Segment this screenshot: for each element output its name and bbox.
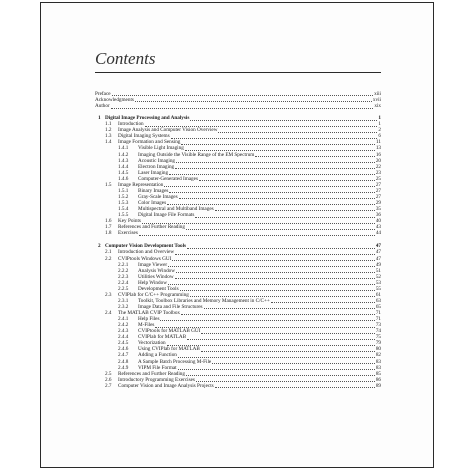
entry-number: 2.6 [105, 376, 112, 383]
entry-page-number: 63 [375, 297, 381, 304]
entry-label: Utilities Window [138, 273, 174, 280]
entry-page-number: 52 [375, 273, 381, 280]
entry-number: 1 [98, 115, 101, 122]
dot-leader [111, 108, 374, 109]
entry-number: 1.8 [105, 230, 112, 237]
entry-label: Key Points [118, 218, 141, 225]
entry-page-number: 44 [375, 230, 381, 237]
entry-number: 2.4.3 [118, 328, 129, 335]
front-matter-entry [95, 103, 381, 109]
page-title: Contents [95, 49, 156, 68]
entry-label: Development Tools [138, 285, 179, 292]
entry-label: Digital Image Processing and Analysis [105, 115, 190, 122]
entry-label: Toolkit, Toolbox Libraries and Memory Management in C/C++ [138, 297, 270, 304]
entry-number: 1.7 [105, 224, 112, 231]
entry-page-number: 47 [375, 255, 381, 262]
entry-number: 1.5.2 [118, 193, 129, 200]
entry-number: 1.4.3 [118, 157, 129, 164]
entry-label: Visible Light Imaging [138, 145, 184, 152]
entry-number: 2.2.4 [118, 279, 129, 286]
entry-label: Adding a Function [138, 352, 177, 359]
entry-number: 1.4.1 [118, 145, 129, 152]
entry-page-number: 20 [375, 157, 381, 164]
entry-page-number: 43 [375, 224, 381, 231]
entry-page-number: 11 [376, 139, 381, 146]
entry-label: Introduction and Overview [118, 249, 175, 256]
entry-page-number: 27 [375, 181, 381, 188]
entry-number: 2.4.8 [118, 358, 129, 365]
entry-label: Image Data and File Structures [138, 303, 203, 310]
entry-page-number: 47 [375, 243, 381, 250]
entry-number: 2.4.6 [118, 346, 129, 353]
entry-page-number: 86 [375, 376, 381, 383]
entry-label: References and Further Reading [118, 224, 185, 231]
entry-label: Analysis Window [138, 267, 176, 274]
entry-page-number: xix [374, 103, 381, 110]
entry-number: 1.4.5 [118, 169, 129, 176]
entry-page-number: 80 [375, 346, 381, 353]
entry-label: References and Further Reading [118, 370, 185, 377]
entry-page-number: 16 [375, 151, 381, 158]
entry-label: Acknowledgments [95, 97, 134, 104]
entry-page-number: 23 [375, 169, 381, 176]
entry-number: 2.4.7 [118, 352, 129, 359]
entry-page-number: 27 [375, 187, 381, 194]
entry-page-number: 83 [375, 364, 381, 371]
entry-label: Binary Images [138, 187, 169, 194]
entry-label: Help Files [138, 316, 160, 323]
entry-number: 1.5.1 [118, 187, 129, 194]
dot-leader [139, 235, 375, 236]
entry-label: Computer-Generated Images [138, 175, 198, 182]
entry-number: 2.2 [105, 255, 112, 262]
entry-page-number: 47 [375, 249, 381, 256]
entry-number: 1.4.2 [118, 151, 129, 158]
entry-number: 1.4.6 [118, 175, 129, 182]
entry-label: Image Analysis and Computer Vision Overview [118, 127, 218, 134]
entry-page-number: 61 [375, 291, 381, 298]
entry-page-number: 71 [375, 310, 381, 317]
entry-number: 2 [98, 243, 101, 250]
entry-number: 1.1 [105, 121, 112, 128]
entry-number: 2.2.5 [118, 285, 129, 292]
entry-label: A Sample Batch Processing M-File [138, 358, 212, 365]
entry-number: 2.5 [105, 370, 112, 377]
entry-page-number: 89 [375, 382, 381, 389]
entry-number: 1.2 [105, 127, 112, 134]
entry-label: CVIPlab for MATLAB [138, 334, 187, 341]
entry-label: Multispectral and Multiband Images [138, 206, 214, 213]
section-entry [95, 383, 381, 389]
entry-number: 2.1 [105, 249, 112, 256]
entry-number: 2.4.1 [118, 316, 129, 323]
entry-label: CVIPlab for C/C++ Programming [118, 291, 189, 298]
entry-label: Digital Imaging Systems [118, 133, 170, 140]
entry-page-number: 1 [378, 115, 381, 122]
entry-label: Digital Image File Formats [138, 212, 195, 219]
entry-label: CVIPtools for MATLAB GUI [138, 328, 201, 335]
entry-number: 2.7 [105, 382, 112, 389]
entry-label: Help Window [138, 279, 167, 286]
entry-label: Computer Vision and Image Analysis Projects [118, 382, 214, 389]
entry-page-number: 1 [378, 121, 381, 128]
entry-number: 2.2.1 [118, 261, 129, 268]
entry-page-number: 36 [375, 212, 381, 219]
entry-page-number: 71 [375, 316, 381, 323]
entry-page-number: xiii [374, 91, 381, 97]
entry-label: Using CVIPlab for MATLAB [138, 346, 200, 353]
entry-number: 1.6 [105, 218, 112, 225]
entry-label: Color Images [138, 200, 167, 207]
entry-page-number: 49 [375, 261, 381, 268]
entry-label: Image Viewer [138, 261, 168, 268]
entry-number: 2.4.4 [118, 334, 129, 341]
entry-label: CVIPtools Windows GUI [118, 255, 172, 262]
entry-label: Preface [95, 91, 111, 97]
entry-number: 2.4.9 [118, 364, 129, 371]
entry-page-number: 6 [378, 133, 381, 140]
entry-number: 2.2.2 [118, 267, 129, 274]
entry-label: Acoustic Imaging [138, 157, 176, 164]
entry-label: Image Formation and Sensing [118, 139, 181, 146]
entry-page-number: xvii [372, 97, 381, 104]
entry-label: Computer Vision Development Tools [105, 243, 187, 250]
entry-number: 1.4 [105, 139, 112, 146]
entry-label: The MATLAB CVIP Toolbox [118, 310, 181, 317]
entry-page-number: 13 [375, 145, 381, 152]
entry-page-number: 27 [375, 193, 381, 200]
entry-number: 2.4.2 [118, 322, 129, 329]
entry-label: M-Files [138, 322, 155, 329]
entry-label: Image Representation [118, 181, 164, 188]
entry-page-number: 73 [375, 322, 381, 329]
entry-label: Gray-Scale Images [138, 193, 178, 200]
entry-number: 2.4.5 [118, 340, 129, 347]
entry-page-number: 79 [375, 340, 381, 347]
entry-page-number: 29 [375, 200, 381, 207]
entry-page-number: 51 [375, 267, 381, 274]
entry-number: 1.5.4 [118, 206, 129, 213]
entry-label: Imaging Outside the Visible Range of the EM Spectrum [138, 151, 255, 158]
entry-label: Introduction [118, 121, 144, 128]
entry-page-number: 65 [375, 303, 381, 310]
entry-label: Laser Imaging [138, 169, 169, 176]
entry-page-number: 82 [375, 352, 381, 359]
entry-number: 1.5.5 [118, 212, 129, 219]
dot-leader [215, 387, 375, 388]
entry-number: 1.3 [105, 133, 112, 140]
entry-page-number: 74 [375, 328, 381, 335]
entry-page-number: 83 [375, 358, 381, 365]
entry-number: 2.3 [105, 291, 112, 298]
entry-label: Introductory Programming Exercises [118, 376, 195, 383]
entry-number: 2.3.2 [118, 303, 129, 310]
entry-page-number: 85 [375, 370, 381, 377]
section-entry [95, 230, 381, 236]
entry-label: Vectorization [138, 340, 166, 347]
entry-page-number: 55 [375, 285, 381, 292]
entry-page-number: 25 [375, 175, 381, 182]
entry-number: 2.4 [105, 310, 112, 317]
entry-page-number: 22 [375, 163, 381, 170]
entry-label: Exercises [118, 230, 138, 237]
entry-page-number: 35 [375, 206, 381, 213]
entry-label: Author [95, 103, 110, 110]
entry-number: 2.3.1 [118, 297, 129, 304]
entry-number: 1.4.4 [118, 163, 129, 170]
entry-page-number: 2 [378, 127, 381, 134]
entry-label: VIPM File Format [138, 364, 177, 371]
entry-number: 1.5.3 [118, 200, 129, 207]
entry-page-number: 53 [375, 279, 381, 286]
entry-page-number: 40 [375, 218, 381, 225]
entry-label: Electron Imaging [138, 163, 175, 170]
entry-number: 2.2.3 [118, 273, 129, 280]
entry-page-number: 75 [375, 334, 381, 341]
entry-number: 1.5 [105, 181, 112, 188]
